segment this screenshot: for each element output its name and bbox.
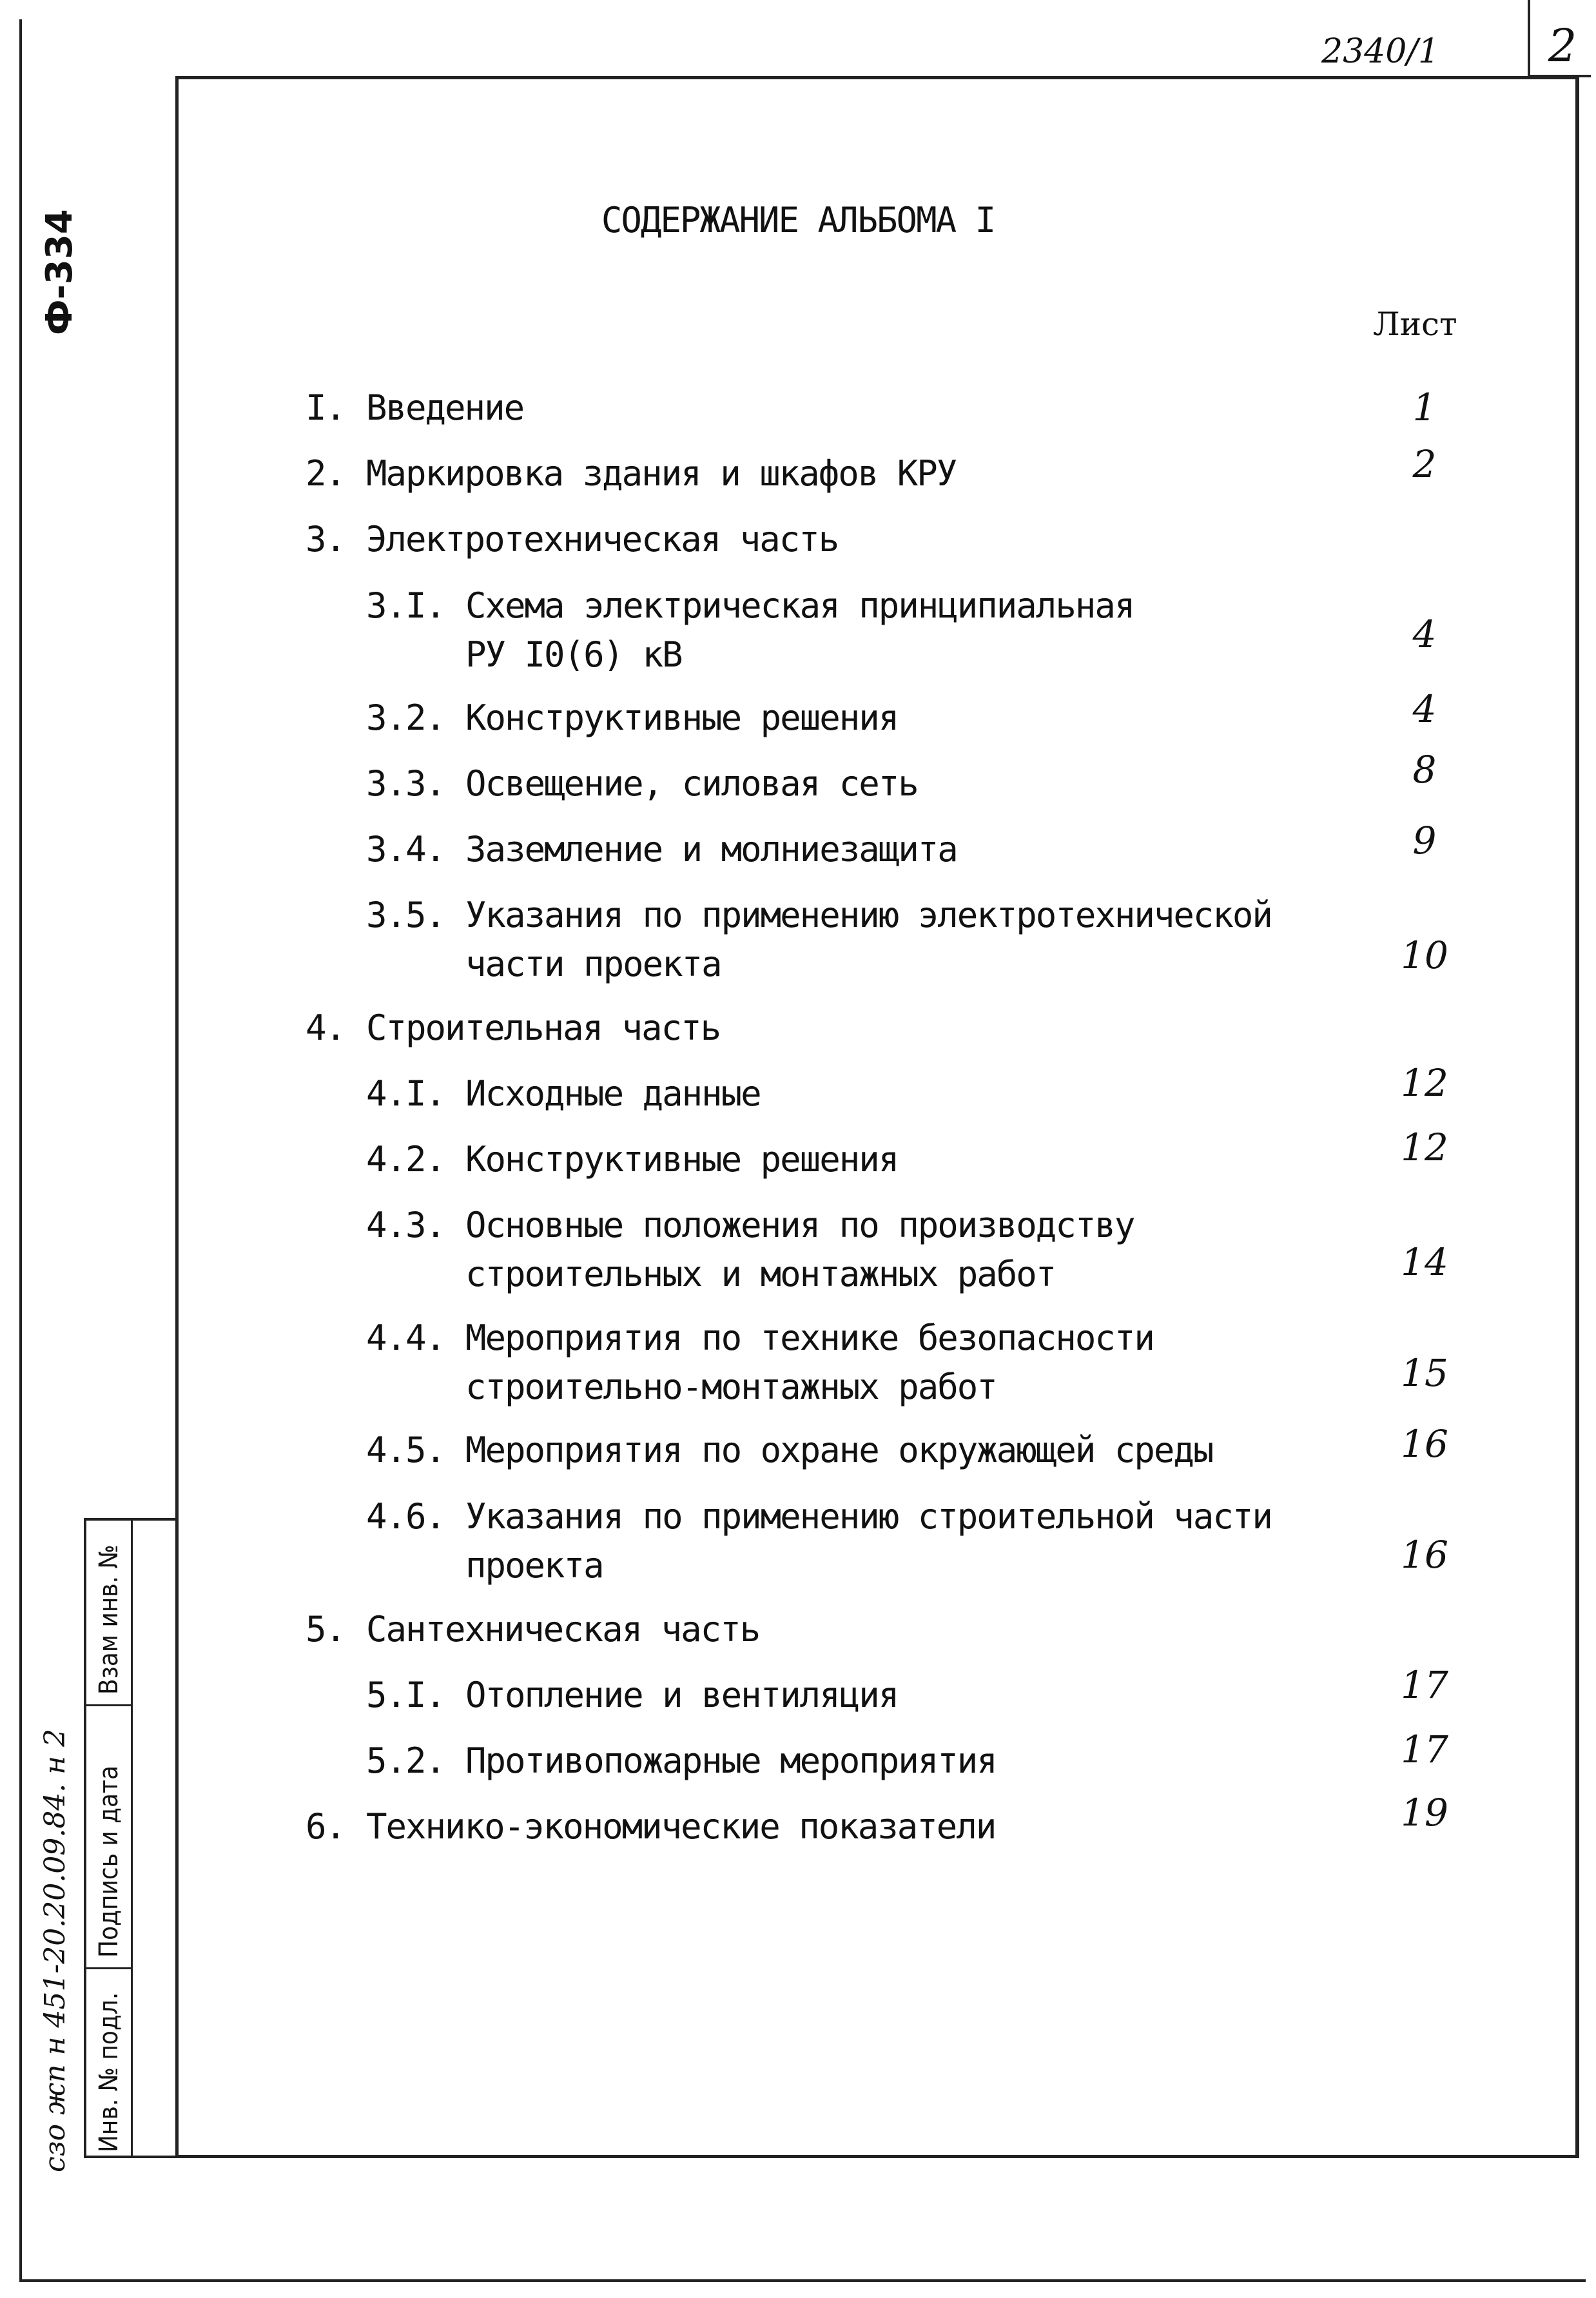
toc-item-sheet-number: 17	[1401, 1663, 1448, 1707]
toc-item	[366, 1069, 761, 1118]
toc-item-sheet-number: 1	[1412, 385, 1437, 429]
toc-item-title: Конструктивные решения	[465, 697, 899, 738]
toc-item	[366, 825, 957, 874]
stamp-vzam-label: Взам инв. №	[94, 1544, 124, 1695]
toc-item-title: Конструктивные решения	[465, 1139, 899, 1180]
toc-item-sheet-number: 9	[1412, 819, 1437, 862]
toc-item-number: 3.3.	[366, 763, 445, 804]
toc-item	[366, 1737, 997, 1786]
toc-item-number: 4.3.	[366, 1205, 445, 1245]
toc-item	[366, 1314, 1154, 1412]
document-code: 2340/1	[1321, 32, 1439, 71]
toc-item-sheet-number: 2	[1412, 442, 1437, 486]
toc-item-title: Освещение, силовая сеть	[465, 763, 918, 804]
toc-item-number: 5.2.	[366, 1740, 445, 1781]
toc-item-sheet-number: 16	[1401, 1422, 1448, 1466]
toc-item-number: 2.	[306, 453, 345, 494]
toc-item-title: Указания по применению строительной части	[465, 1496, 1272, 1537]
toc-item-title: Сантехническая часть	[366, 1609, 760, 1650]
stamp-sign-label: Подпись и дата	[94, 1765, 124, 1958]
toc-item	[366, 1135, 898, 1184]
toc-item-title: Заземление и молниезащита	[465, 829, 957, 870]
toc-item-title: Мероприятия по технике безопасности	[465, 1318, 1154, 1358]
toc-item-title: Исходные данные	[465, 1073, 761, 1114]
toc-item-title-continued: РУ I0(6) кВ	[465, 634, 682, 675]
toc-item-title: Указания по применению электротехнической	[465, 895, 1272, 935]
toc-item-title: Введение	[366, 387, 524, 428]
toc-item-number: 6.	[306, 1806, 345, 1847]
toc-item-title: Мероприятия по охране окружающей среды	[465, 1430, 1213, 1470]
toc-item-sheet-number: 8	[1412, 748, 1437, 792]
toc-item-sheet-number: 17	[1401, 1728, 1448, 1771]
toc-item	[366, 694, 898, 743]
toc-item-number: 3.4.	[366, 829, 445, 870]
toc-item-title-continued: проекта	[465, 1545, 603, 1586]
form-code: Ф-334	[39, 209, 81, 335]
toc-item-title-continued: строительно-монтажных работ	[465, 1367, 997, 1407]
toc-item-title: Основные положения по производству	[465, 1205, 1134, 1245]
toc-item-number: 5.I.	[366, 1675, 445, 1715]
toc-item-sheet-number: 4	[1412, 612, 1437, 656]
toc-item-number: 4.6.	[366, 1496, 445, 1537]
toc-item-title: Противопожарные мероприятия	[465, 1740, 997, 1781]
toc-item-sheet-number: 10	[1401, 933, 1448, 977]
toc-item-title-continued: части проекта	[465, 944, 721, 984]
toc-item-number: 4.	[306, 1008, 345, 1048]
toc-item-title: Маркировка здания и шкафов КРУ	[366, 453, 957, 494]
toc-item	[306, 1802, 995, 1851]
toc-item	[306, 1605, 759, 1654]
toc-item-number: 5.	[306, 1609, 345, 1650]
toc-item-number: 4.5.	[366, 1430, 445, 1470]
toc-item	[366, 1426, 1212, 1475]
toc-item-sheet-number: 12	[1401, 1125, 1448, 1169]
page-title: СОДЕРЖАНИЕ АЛЬБОМА I	[601, 200, 995, 240]
stamp-handwritten-note: сзо жп н 451-20.20.09.84. н 2	[39, 1728, 72, 2172]
toc-item	[306, 1004, 720, 1053]
toc-item	[366, 1671, 898, 1720]
toc-item-title: Отопление и вентиляция	[465, 1675, 899, 1715]
toc-item-number: 4.I.	[366, 1073, 445, 1114]
toc-item-sheet-number: 4	[1412, 687, 1437, 731]
toc-item-sheet-number: 15	[1401, 1351, 1448, 1395]
toc-item-title: Строительная часть	[366, 1008, 721, 1048]
toc-item-sheet-number: 12	[1401, 1061, 1448, 1105]
toc-item	[306, 384, 523, 433]
toc-item-title: Схема электрическая принципиальная	[465, 585, 1134, 626]
toc-item	[366, 891, 1272, 989]
toc-item-title: Электротехническая часть	[366, 519, 839, 560]
toc-item	[306, 515, 838, 564]
toc-item-number: 4.2.	[366, 1139, 445, 1180]
toc-item-number: 3.2.	[366, 697, 445, 738]
sheet-number: 2	[1548, 19, 1577, 72]
sheet-column-header: Лист	[1373, 306, 1457, 343]
toc-item-number: 3.	[306, 519, 345, 560]
toc-item-sheet-number: 14	[1401, 1240, 1448, 1284]
toc-item-number: 4.4.	[366, 1318, 445, 1358]
toc-item-title: Технико-экономические показатели	[366, 1806, 996, 1847]
toc-item-sheet-number: 19	[1401, 1791, 1448, 1835]
toc-item	[366, 1201, 1134, 1299]
toc-item-number: I.	[306, 387, 345, 428]
toc-item	[366, 581, 1134, 679]
stamp-inv-label: Инв. № подл.	[94, 1992, 124, 2152]
toc-item-number: 3.I.	[366, 585, 445, 626]
toc-item	[366, 1492, 1272, 1590]
toc-item	[366, 759, 918, 808]
toc-item-sheet-number: 16	[1401, 1533, 1448, 1577]
toc-item	[306, 449, 956, 498]
toc-item-number: 3.5.	[366, 895, 445, 935]
toc-item-title-continued: строительных и монтажных работ	[465, 1254, 1056, 1294]
